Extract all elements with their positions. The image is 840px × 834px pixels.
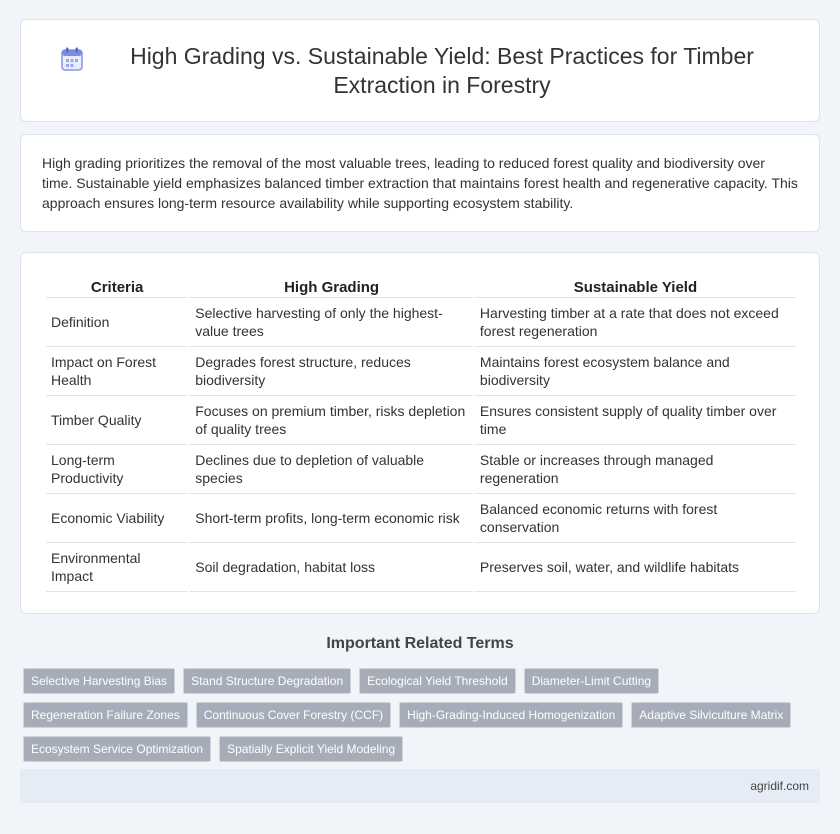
calendar-icon	[61, 47, 83, 71]
table-cell: Environmental Impact	[46, 543, 188, 592]
table-header-row	[46, 277, 796, 298]
related-term-tag[interactable]: Stand Structure Degradation	[183, 668, 351, 694]
page-title: High Grading vs. Sustainable Yield: Best Practices for Timber Extraction in Forestry	[130, 42, 754, 98]
table-cell: Impact on Forest Health	[46, 347, 188, 396]
header-high-grading: High Grading	[190, 277, 473, 298]
table-cell: Timber Quality	[46, 396, 188, 445]
related-term-tag[interactable]: High-Grading-Induced Homogenization	[399, 702, 623, 728]
footer-bar	[20, 769, 820, 803]
related-terms-title: Important Related Terms	[326, 635, 514, 652]
title-card	[20, 19, 820, 122]
table-cell: Selective harvesting of only the highest-value trees	[190, 298, 473, 347]
comparison-table	[44, 277, 798, 592]
table-row	[46, 347, 796, 396]
comparison-card	[20, 252, 820, 614]
table-cell: Long-term Productivity	[46, 445, 188, 494]
footer-site-link[interactable]: agridif.com	[750, 779, 809, 793]
table-cell: Ensures consistent supply of quality timber over time	[475, 396, 796, 445]
intro-paragraph: High grading prioritizes the removal of the most valuable trees, leading to reduced forest quality and biodiversity over time. Sustainable yield emphasizes balanced timber extraction that maintains forest health and regenerative capacity. This approach ensures long-term resource availability while supporting ecosystem stability.	[42, 155, 798, 211]
related-term-tag[interactable]: Spatially Explicit Yield Modeling	[219, 736, 403, 762]
table-cell: Declines due to depletion of valuable species	[190, 445, 473, 494]
table-cell: Maintains forest ecosystem balance and biodiversity	[475, 347, 796, 396]
table-cell: Degrades forest structure, reduces biodiversity	[190, 347, 473, 396]
table-cell: Balanced economic returns with forest conservation	[475, 494, 796, 543]
related-term-tag[interactable]: Continuous Cover Forestry (CCF)	[196, 702, 391, 728]
intro-card	[20, 134, 820, 232]
related-term-tag[interactable]: Selective Harvesting Bias	[23, 668, 175, 694]
related-term-tag[interactable]: Diameter-Limit Cutting	[524, 668, 659, 694]
table-cell: Short-term profits, long-term economic risk	[190, 494, 473, 543]
related-term-tag[interactable]: Regeneration Failure Zones	[23, 702, 188, 728]
table-cell: Definition	[46, 298, 188, 347]
table-cell: Economic Viability	[46, 494, 188, 543]
table-cell: Soil degradation, habitat loss	[190, 543, 473, 592]
header-criteria: Criteria	[46, 277, 188, 298]
table-cell: Focuses on premium timber, risks depletion of quality trees	[190, 396, 473, 445]
related-term-tag[interactable]: Ecological Yield Threshold	[359, 668, 516, 694]
table-cell: Preserves soil, water, and wildlife habitats	[475, 543, 796, 592]
table-row	[46, 396, 796, 445]
table-row	[46, 543, 796, 592]
table-cell: Harvesting timber at a rate that does not exceed forest regeneration	[475, 298, 796, 347]
related-term-tag[interactable]: Ecosystem Service Optimization	[23, 736, 211, 762]
table-row	[46, 445, 796, 494]
table-row	[46, 298, 796, 347]
related-term-tag[interactable]: Adaptive Silviculture Matrix	[631, 702, 791, 728]
header-sustainable-yield: Sustainable Yield	[475, 277, 796, 298]
related-terms-list	[23, 668, 823, 770]
table-cell: Stable or increases through managed regeneration	[475, 445, 796, 494]
table-row	[46, 494, 796, 543]
